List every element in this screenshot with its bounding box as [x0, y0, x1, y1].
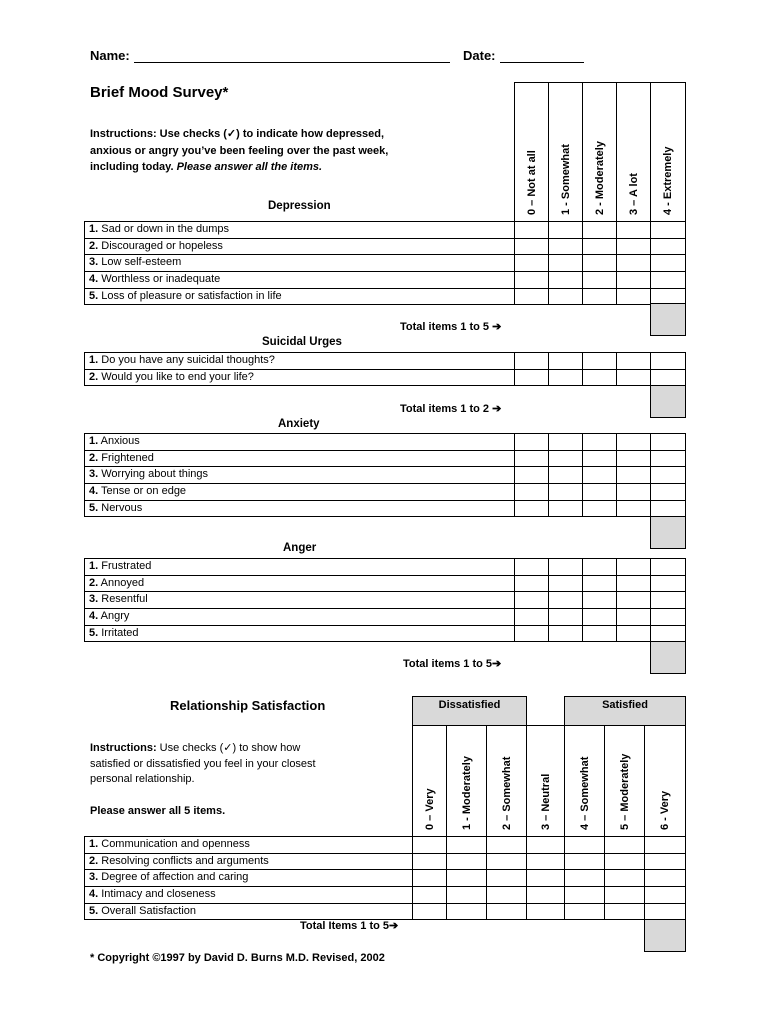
answer-checkbox[interactable]: [514, 575, 549, 593]
answer-checkbox[interactable]: [582, 591, 617, 609]
answer-checkbox[interactable]: [616, 608, 651, 626]
rel-answer-checkbox[interactable]: [564, 869, 605, 887]
row-text: Sad or down in the dumps: [98, 223, 230, 235]
answer-checkbox[interactable]: [650, 558, 686, 576]
column-header: [650, 82, 686, 222]
answer-checkbox[interactable]: [548, 238, 583, 256]
answer-checkbox[interactable]: [616, 254, 651, 272]
row-label: [89, 592, 148, 607]
rel-answer-checkbox[interactable]: [412, 903, 447, 921]
answer-checkbox[interactable]: [616, 352, 651, 370]
row-text: Frightened: [98, 451, 154, 464]
rel-row-number: 5.: [89, 904, 99, 917]
answer-checkbox[interactable]: [548, 271, 583, 289]
rel-row-label: [89, 854, 269, 869]
rel-answer-checkbox[interactable]: [644, 903, 686, 921]
row-label: [89, 289, 282, 304]
row-text: Irritated: [98, 626, 139, 639]
rel-answer-checkbox[interactable]: [604, 853, 645, 871]
relationship-title: Relationship Satisfaction: [170, 698, 326, 713]
answer-checkbox[interactable]: [548, 500, 583, 518]
answer-checkbox[interactable]: [514, 466, 549, 484]
answer-checkbox[interactable]: [616, 625, 651, 643]
answer-checkbox[interactable]: [616, 271, 651, 289]
row-text: Resentful: [98, 593, 148, 606]
total-box[interactable]: [650, 385, 686, 418]
rel-answer-checkbox[interactable]: [412, 836, 447, 854]
answer-checkbox[interactable]: [582, 221, 617, 239]
rel-row-text: Intimacy and closeness: [98, 888, 216, 901]
rel-row-label: [89, 870, 248, 885]
rel-column-header: [526, 725, 565, 837]
row-text: Anxious: [98, 435, 140, 447]
rel-row-text: Overall Satisfaction: [98, 904, 197, 917]
rel-answer-checkbox[interactable]: [526, 886, 565, 904]
row-label: [89, 559, 151, 574]
answer-checkbox[interactable]: [582, 450, 617, 468]
table-row: [84, 625, 515, 643]
answer-checkbox[interactable]: [650, 500, 686, 518]
row-number: 1.: [89, 435, 99, 447]
answer-checkbox[interactable]: [514, 500, 549, 518]
rel-answer-checkbox[interactable]: [644, 836, 686, 854]
row-text: Angry: [98, 610, 130, 623]
answer-checkbox[interactable]: [616, 238, 651, 256]
answer-checkbox[interactable]: [548, 483, 583, 501]
row-number: 4.: [89, 273, 99, 286]
column-header: [514, 82, 549, 222]
row-label: [89, 353, 275, 368]
answer-checkbox[interactable]: [582, 238, 617, 256]
answer-checkbox[interactable]: [514, 369, 549, 387]
rel-answer-checkbox[interactable]: [604, 836, 645, 854]
answer-checkbox[interactable]: [548, 369, 583, 387]
rel-answer-checkbox[interactable]: [486, 886, 527, 904]
table-row: [84, 433, 515, 451]
answer-checkbox[interactable]: [616, 288, 651, 306]
total-box[interactable]: [650, 641, 686, 674]
rel-column-header-label: 6 - Very: [659, 790, 671, 830]
answer-checkbox[interactable]: [548, 608, 583, 626]
rel-answer-checkbox[interactable]: [446, 903, 487, 921]
answer-checkbox[interactable]: [548, 433, 583, 451]
answer-checkbox[interactable]: [582, 575, 617, 593]
rel-answer-checkbox[interactable]: [446, 869, 487, 887]
section-title-depression: Depression: [268, 200, 331, 212]
rel-answer-checkbox[interactable]: [446, 853, 487, 871]
row-number: 5.: [89, 289, 99, 302]
survey-instructions: [90, 126, 420, 176]
answer-checkbox[interactable]: [650, 271, 686, 289]
answer-checkbox[interactable]: [582, 369, 617, 387]
column-header-label: 1 - Somewhat: [559, 144, 572, 215]
answer-checkbox[interactable]: [582, 483, 617, 501]
rel-answer-checkbox[interactable]: [644, 869, 686, 887]
instructions-italic: Please answer all the items.: [176, 161, 323, 173]
answer-checkbox[interactable]: [650, 483, 686, 501]
rel-row-number: 1.: [89, 838, 99, 850]
answer-checkbox[interactable]: [650, 591, 686, 609]
total-box[interactable]: [650, 516, 686, 549]
row-number: 2.: [89, 576, 99, 589]
answer-checkbox[interactable]: [514, 288, 549, 306]
rel-answer-checkbox[interactable]: [412, 869, 447, 887]
answer-checkbox[interactable]: [582, 608, 617, 626]
row-label: [89, 434, 140, 449]
rel-answer-checkbox[interactable]: [564, 903, 605, 921]
answer-checkbox[interactable]: [548, 288, 583, 306]
rel-total-label: Total Items 1 to 5➔: [300, 920, 399, 932]
rel-answer-checkbox[interactable]: [564, 853, 605, 871]
answer-checkbox[interactable]: [514, 450, 549, 468]
answer-checkbox[interactable]: [650, 238, 686, 256]
answer-checkbox[interactable]: [582, 433, 617, 451]
answer-checkbox[interactable]: [616, 450, 651, 468]
row-text: Worthless or inadequate: [98, 273, 221, 286]
row-text: Frustrated: [98, 560, 152, 572]
rel-answer-checkbox[interactable]: [486, 903, 527, 921]
rel-column-header: [644, 725, 686, 837]
relationship-instructions: [90, 741, 410, 819]
rel-answer-checkbox[interactable]: [526, 869, 565, 887]
rel-row-number: 3.: [89, 871, 99, 884]
rel-answer-checkbox[interactable]: [526, 836, 565, 854]
total-label: Total items 1 to 5 ➔: [400, 321, 502, 333]
rel-instructions-line-2: satisfied or dissatisfied you feel in your closest: [90, 757, 316, 770]
answer-checkbox[interactable]: [548, 352, 583, 370]
column-header: [548, 82, 583, 222]
answer-checkbox[interactable]: [650, 450, 686, 468]
column-header-label: 3 – A lot: [627, 173, 640, 215]
row-number: 2.: [89, 370, 99, 383]
answer-checkbox[interactable]: [616, 466, 651, 484]
rel-row-label: [89, 904, 196, 919]
rel-column-header: [486, 725, 527, 837]
rel-answer-checkbox[interactable]: [604, 869, 645, 887]
row-text: Annoyed: [98, 576, 145, 589]
row-text: Discouraged or hopeless: [98, 239, 223, 252]
row-label: [89, 222, 229, 237]
row-label: [89, 609, 129, 624]
row-text: Tense or on edge: [98, 485, 187, 498]
answer-checkbox[interactable]: [582, 625, 617, 643]
total-label: Total items 1 to 2 ➔: [400, 403, 502, 415]
rel-column-header-label: 3 – Neutral: [539, 773, 552, 830]
row-number: 4.: [89, 485, 99, 498]
rel-column-header-label: 0 – Very: [423, 788, 436, 830]
answer-checkbox[interactable]: [616, 558, 651, 576]
rel-answer-checkbox[interactable]: [446, 886, 487, 904]
rel-answer-all: Please answer all 5 items.: [90, 804, 226, 817]
answer-checkbox[interactable]: [616, 433, 651, 451]
row-number: 1.: [89, 560, 99, 572]
rel-row-label: [89, 887, 216, 902]
date-label: Date:: [463, 48, 496, 63]
answer-checkbox[interactable]: [616, 500, 651, 518]
answer-checkbox[interactable]: [548, 575, 583, 593]
rel-column-header: [412, 725, 447, 837]
rel-answer-checkbox[interactable]: [486, 869, 527, 887]
answer-checkbox[interactable]: [650, 575, 686, 593]
answer-checkbox[interactable]: [616, 575, 651, 593]
section-title-suicidal-urges: Suicidal Urges: [262, 336, 342, 348]
rel-instructions-line-1: [90, 741, 410, 757]
rel-answer-checkbox[interactable]: [486, 853, 527, 871]
answer-checkbox[interactable]: [514, 221, 549, 239]
answer-checkbox[interactable]: [582, 500, 617, 518]
table-row: [84, 575, 515, 593]
rel-row-text: Degree of affection and caring: [98, 871, 249, 884]
answer-checkbox[interactable]: [650, 466, 686, 484]
instructions-line-3: [90, 159, 420, 176]
column-header-label: 2 - Moderately: [593, 141, 606, 215]
answer-checkbox[interactable]: [548, 558, 583, 576]
survey-title: Brief Mood Survey*: [90, 84, 229, 101]
instructions-line-3-text: including today.: [90, 161, 174, 173]
row-number: 3.: [89, 256, 99, 269]
answer-checkbox[interactable]: [582, 271, 617, 289]
rel-row-number: 2.: [89, 854, 99, 867]
row-number: 5.: [89, 626, 99, 639]
row-label: [89, 370, 254, 385]
answer-checkbox[interactable]: [582, 288, 617, 306]
section-title-anger: Anger: [283, 542, 317, 554]
row-number: 2.: [89, 239, 99, 252]
rel-column-header-label: 5 – Moderately: [618, 753, 631, 830]
row-label: [89, 451, 154, 466]
row-text: Would you like to end your life?: [98, 370, 254, 383]
answer-checkbox[interactable]: [514, 625, 549, 643]
answer-checkbox[interactable]: [582, 558, 617, 576]
rel-answer-checkbox[interactable]: [644, 886, 686, 904]
answer-checkbox[interactable]: [514, 433, 549, 451]
rel-row-number: 4.: [89, 888, 99, 901]
rel-answer-checkbox[interactable]: [604, 886, 645, 904]
row-number: 5.: [89, 501, 99, 514]
row-number: 1.: [89, 354, 99, 366]
answer-checkbox[interactable]: [650, 369, 686, 387]
date-field[interactable]: [500, 62, 584, 63]
row-text: Do you have any suicidal thoughts?: [98, 354, 275, 366]
answer-checkbox[interactable]: [514, 271, 549, 289]
answer-checkbox[interactable]: [514, 591, 549, 609]
row-text: Nervous: [98, 501, 143, 514]
row-text: Loss of pleasure or satisfaction in life: [98, 289, 282, 302]
answer-checkbox[interactable]: [582, 352, 617, 370]
answer-checkbox[interactable]: [514, 558, 549, 576]
row-number: 1.: [89, 223, 99, 235]
rel-column-header-label: 2 – Somewhat: [500, 756, 513, 830]
row-number: 3.: [89, 593, 99, 606]
rel-answer-checkbox[interactable]: [526, 853, 565, 871]
row-label: [89, 272, 220, 287]
rel-answer-checkbox[interactable]: [486, 836, 527, 854]
row-text: Worrying about things: [98, 468, 209, 481]
rel-column-header: [604, 725, 645, 837]
row-label: [89, 467, 208, 482]
row-number: 2.: [89, 451, 99, 464]
rel-column-header: [564, 725, 605, 837]
rel-row-label: [89, 837, 250, 852]
section-title-anxiety: Anxiety: [278, 418, 320, 430]
answer-checkbox[interactable]: [514, 254, 549, 272]
answer-checkbox[interactable]: [650, 433, 686, 451]
column-header: [582, 82, 617, 222]
rel-column-header-label: 4 – Somewhat: [578, 756, 591, 830]
rel-answer-checkbox[interactable]: [564, 886, 605, 904]
rel-answer-checkbox[interactable]: [644, 853, 686, 871]
rel-instructions-bold: Instructions:: [90, 742, 157, 754]
column-header-label: 4 - Extremely: [662, 146, 674, 215]
name-label: Name:: [90, 48, 130, 63]
rel-instructions-line-3: personal relationship.: [90, 773, 195, 785]
row-label: [89, 255, 181, 270]
answer-checkbox[interactable]: [616, 591, 651, 609]
answer-checkbox[interactable]: [548, 254, 583, 272]
answer-checkbox[interactable]: [650, 254, 686, 272]
row-text: Low self-esteem: [98, 256, 182, 269]
answer-checkbox[interactable]: [514, 238, 549, 256]
answer-checkbox[interactable]: [650, 608, 686, 626]
answer-checkbox[interactable]: [616, 483, 651, 501]
answer-checkbox[interactable]: [548, 450, 583, 468]
instructions-line-1: Instructions: Use checks (✓) to indicate how depressed,: [90, 128, 385, 140]
answer-checkbox[interactable]: [514, 352, 549, 370]
row-label: [89, 501, 142, 516]
answer-checkbox[interactable]: [582, 254, 617, 272]
rel-answer-checkbox[interactable]: [604, 903, 645, 921]
rel-total-box[interactable]: [644, 919, 686, 952]
rel-column-header: [446, 725, 487, 837]
rel-answer-checkbox[interactable]: [564, 836, 605, 854]
answer-checkbox[interactable]: [650, 352, 686, 370]
row-label: [89, 484, 186, 499]
row-label: [89, 626, 139, 641]
row-number: 4.: [89, 610, 99, 623]
answer-checkbox[interactable]: [650, 625, 686, 643]
group-satisfied: Satisfied: [564, 696, 686, 726]
answer-checkbox[interactable]: [548, 221, 583, 239]
column-header-label: 0 – Not at all: [525, 150, 538, 215]
total-label: Total items 1 to 5➔: [403, 658, 502, 670]
column-header: [616, 82, 651, 222]
rel-answer-checkbox[interactable]: [412, 886, 447, 904]
answer-checkbox[interactable]: [582, 466, 617, 484]
instructions-line-2: anxious or angry you’ve been feeling over the past week,: [90, 144, 389, 157]
rel-answer-checkbox[interactable]: [446, 836, 487, 854]
rel-answer-checkbox[interactable]: [526, 903, 565, 921]
answer-checkbox[interactable]: [514, 483, 549, 501]
copyright: * Copyright ©1997 by David D. Burns M.D. Revised, 2002: [90, 952, 385, 964]
answer-checkbox[interactable]: [616, 369, 651, 387]
answer-checkbox[interactable]: [548, 625, 583, 643]
answer-checkbox[interactable]: [548, 466, 583, 484]
answer-checkbox[interactable]: [514, 608, 549, 626]
row-label: [89, 239, 223, 254]
answer-checkbox[interactable]: [548, 591, 583, 609]
table-row: [84, 591, 515, 609]
group-dissatisfied: Dissatisfied: [412, 696, 527, 726]
rel-row-text: Resolving conflicts and arguments: [98, 854, 269, 867]
row-number: 3.: [89, 468, 99, 481]
rel-instructions-rest: Use checks (✓) to show how: [156, 742, 301, 754]
total-box[interactable]: [650, 303, 686, 336]
table-row: [84, 608, 515, 626]
rel-answer-checkbox[interactable]: [412, 853, 447, 871]
rel-column-header-label: 1 - Moderately: [460, 756, 473, 830]
answer-checkbox[interactable]: [650, 221, 686, 239]
row-label: [89, 576, 144, 591]
table-row: [84, 500, 515, 518]
name-field[interactable]: [134, 62, 450, 63]
answer-checkbox[interactable]: [616, 221, 651, 239]
rel-row-text: Communication and openness: [98, 838, 250, 850]
